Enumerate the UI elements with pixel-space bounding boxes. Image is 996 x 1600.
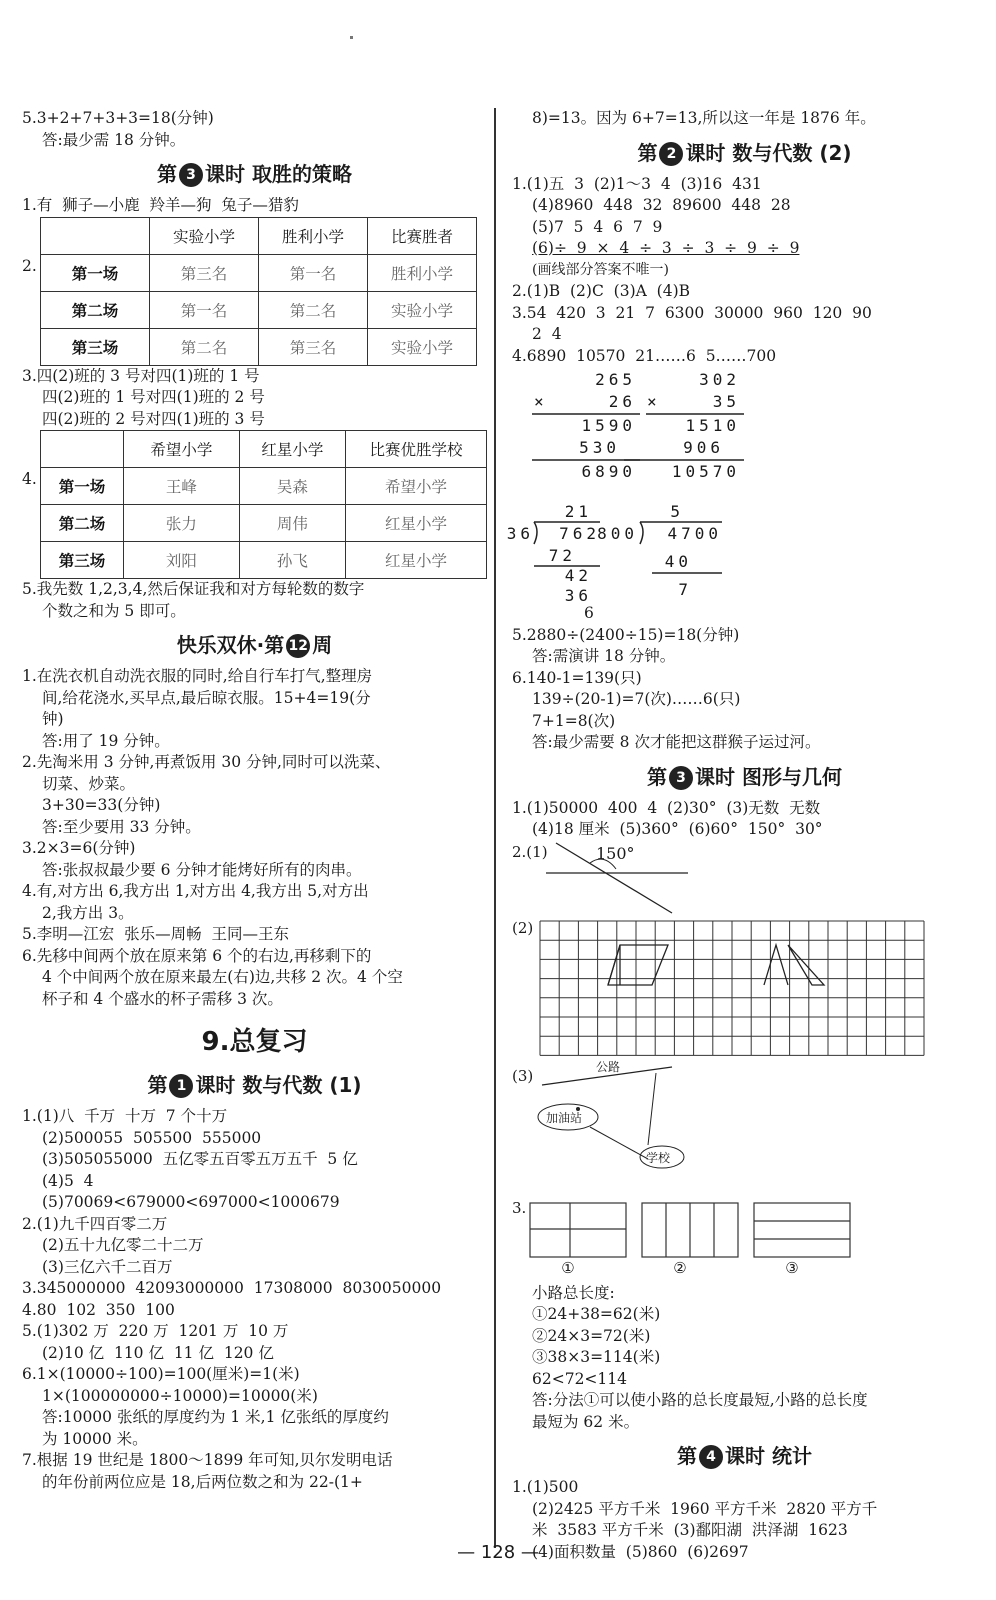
text-line: (4)5 4 (42, 1171, 94, 1190)
text-line: 5.李明—江宏 张乐—周畅 王同—王东 (22, 925, 289, 943)
rect-label-2: ② (673, 1258, 687, 1277)
gas-station-label: 加油站 (546, 1110, 583, 1125)
text-line: 为 10000 米。 (42, 1429, 148, 1448)
text-line: ③38×3=114(米) (532, 1348, 661, 1366)
text-line: 答:需演讲 18 分钟。 (532, 647, 676, 665)
text-line: 3+30=33(分钟) (42, 796, 161, 814)
text-line: (2)2425 平方千米 1960 平方千米 2820 平方千 (532, 1499, 878, 1518)
text-line: 2.(1)九千四百零二万 (22, 1214, 168, 1233)
rect-label-1: ① (561, 1258, 575, 1277)
fig-label-2: (2) (512, 918, 534, 937)
table-row: 第一场 第三名 第一名 胜利小学 (41, 254, 477, 291)
text-line: 6.1×(10000÷100)=100(厘米)=1(米) (22, 1365, 300, 1383)
text-line: 1.(1)五 3 (2)1～3 4 (3)16 431 (512, 174, 762, 193)
mult2-r: 10570 (671, 462, 740, 481)
text-line: (4)面积数量 (5)860 (6)2697 (532, 1542, 749, 1561)
text-line: 米 3583 平方千米 (3)鄱阳湖 洪泽湖 1623 (532, 1521, 848, 1539)
table-header: 希望小学 (123, 431, 239, 468)
table-row: 第一场 王峰 吴森 希望小学 (41, 468, 487, 505)
text-line: 6.140-1=139(只) (512, 668, 642, 687)
mult2-b: 35 (712, 392, 740, 411)
svg-text:×: × (534, 392, 548, 411)
table-header: 红星小学 (239, 431, 345, 468)
text-line: 答:至少要用 33 分钟。 (42, 817, 201, 836)
text-line: (4)18 厘米 (5)360° (6)60° 150° 30° (532, 820, 823, 838)
text-line: 答:10000 张纸的厚度约为 1 米,1 亿张纸的厚度约 (42, 1408, 389, 1426)
section-heading: 第 3 课时 取胜的策略 (157, 162, 352, 186)
lesson-number-badge: 1 (169, 1074, 193, 1098)
mult1-p1: 1590 (581, 416, 636, 435)
vertical-calculations (506, 367, 977, 607)
text-line: 1.有 狮子—小鹿 羚羊—狗 兔子—猎豹 (22, 196, 299, 214)
mult1-r: 6890 (581, 462, 636, 481)
text-line: 答:用了 19 分钟。 (42, 731, 170, 750)
section-heading: 第 2 课时 数与代数 (2) (637, 140, 852, 165)
div1-s1: 72 (548, 546, 576, 565)
section-heading: 快乐双休·第 12 周 (176, 633, 333, 657)
text-line: ②24×3=72(米) (532, 1326, 651, 1345)
week-number-badge: 12 (286, 634, 310, 658)
section-heading: 第 4 课时 统计 (677, 1444, 812, 1468)
text-line: 小路总长度: (532, 1283, 615, 1302)
div1-divisor: 36 (506, 524, 534, 543)
div2-s1: 40 (664, 552, 692, 571)
text-line: 1×(100000000÷10000)=10000(米) (42, 1386, 318, 1405)
text-line: 7+1=8(次) (532, 711, 616, 730)
text-line: 5.3+2+7+3+3=18(分钟) (22, 109, 214, 127)
fig-label-1: 2.(1) (512, 842, 548, 861)
text-line: 1.在洗衣机自动洗衣服的同时,给自行车打气,整理房 (22, 667, 373, 685)
mult2-p2: 906 (683, 438, 724, 457)
text-line: 个数之和为 5 即可。 (42, 601, 186, 620)
page-number: — 128 — (457, 1542, 539, 1563)
table-header: 比赛胜者 (368, 217, 477, 254)
result-table-1: 2. 实验小学 胜利小学 比赛胜者 第一场 第三名 第一名 胜利小学 第二场 第一名 第二名 实验小学 第三场 第二名 第三名 实验小学 (22, 217, 487, 366)
text-line: 最短为 62 米。 (532, 1412, 640, 1431)
text-line: (5)7 5 4 6 7 9 (532, 217, 663, 236)
section-heading: 第 1 课时 数与代数 (1) (147, 1073, 362, 1097)
text-line: 139÷(20-1)=7(次)……6(只) (532, 690, 741, 708)
lesson-number-badge: 3 (179, 163, 203, 187)
text-line: (5)70069<679000<697000<1000679 (42, 1193, 340, 1211)
chapter-title: 9.总复习 (201, 1027, 308, 1057)
road-label: 公路 (596, 1059, 621, 1074)
table-row: 第三场 第二名 第三名 实验小学 (41, 328, 477, 365)
rectangle-partitions (512, 1199, 977, 1279)
text-line: 答:张叔叔最少要 6 分钟才能烤好所有的肉串。 (42, 860, 362, 879)
text-line: 间,给花浇水,买早点,最后晾衣服。15+4=19(分 (42, 688, 371, 707)
text-line: 6.先移中间两个放在原来第 6 个的右边,再移剩下的 (22, 946, 372, 965)
left-column (22, 108, 487, 1493)
div2-divisor: 800 (597, 524, 638, 543)
fig-label-3: (3) (512, 1066, 534, 1085)
text-line: 8)=13。因为 6+7=13,所以这一年是 1876 年。 (532, 109, 876, 127)
text-line: (4)8960 448 32 89600 448 28 (532, 196, 791, 214)
text-line: 4 个中间两个放在原来最左(右)边,共移 2 次。4 个空 (42, 968, 403, 986)
table-row: 第二场 张力 周伟 红星小学 (41, 505, 487, 542)
div1-dividend: 762 (559, 524, 600, 543)
table-row: 第三场 刘阳 孙飞 红星小学 (41, 542, 487, 579)
right-column (506, 108, 977, 1563)
text-line: (画线部分答案不唯一) (532, 261, 669, 278)
text-line: ①24+38=62(米) (532, 1305, 661, 1323)
text-line: 3.2×3=6(分钟) (22, 839, 136, 857)
text-line: (2)五十九亿零二十二万 (42, 1236, 204, 1254)
mult2-p1: 1510 (685, 416, 740, 435)
mult2-a: 302 (699, 370, 740, 389)
text-line: 答:最少需 18 分钟。 (42, 130, 186, 149)
text-line: 62<72<114 (532, 1369, 628, 1388)
rect-label-3: ③ (785, 1258, 799, 1277)
text-line: 3.345000000 42093000000 17308000 8030050000 (22, 1279, 442, 1297)
text-line: 4.80 102 350 100 (22, 1300, 175, 1319)
text-line: 杯子和 4 个盛水的杯子需移 3 次。 (42, 989, 283, 1008)
geometry-figures (512, 841, 977, 1211)
text-line: 1.(1)八 千万 十万 7 个十万 (22, 1107, 228, 1125)
text-line: 切菜、炒菜。 (42, 774, 136, 793)
text-line: 6 (584, 604, 594, 622)
q3-label: 3. (512, 1198, 527, 1217)
school-label: 学校 (646, 1150, 671, 1165)
text-line: 答:最少需要 8 次才能把这群猴子运过河。 (532, 733, 821, 751)
text-line: 2.(1)B (2)C (3)A (4)B (512, 282, 691, 300)
table-header: 比赛优胜学校 (345, 431, 486, 468)
mult1-b: 26 (608, 392, 636, 411)
text-line: 7.根据 19 世纪是 1800～1899 年可知,贝尔发明电话 (22, 1451, 393, 1469)
mult1-p2: 530 (579, 438, 620, 457)
text-line: 答:分法①可以使小路的总长度最短,小路的总长度 (532, 1391, 868, 1409)
lesson-number-badge: 4 (699, 1445, 723, 1469)
text-line: 1.(1)50000 400 4 (2)30° (3)无数 无数 (512, 798, 821, 817)
text-line: 钟) (42, 710, 64, 728)
text-line: (3)三亿六千二百万 (42, 1257, 173, 1276)
text-line: 5.(1)302 万 220 万 1201 万 10 万 (22, 1322, 289, 1340)
svg-text:×: × (647, 392, 661, 411)
text-line: 的年份前两位应是 18,后两位数之和为 22-(1+ (42, 1472, 363, 1491)
square-grid (540, 921, 924, 1055)
column-divider (494, 108, 496, 1548)
text-line: 1.(1)500 (512, 1478, 579, 1496)
mult1-a: 265 (595, 370, 636, 389)
text-line: 3.四(2)班的 3 号对四(1)班的 1 号 (22, 366, 260, 385)
text-line: (3)505055000 五亿零五百零五万五千 5 亿 (42, 1150, 358, 1168)
table-row: 第二场 第一名 第二名 实验小学 (41, 291, 477, 328)
text-line: 2.先淘米用 3 分钟,再煮饭用 30 分钟,同时可以洗菜、 (22, 753, 391, 771)
text-line: 2 4 (532, 325, 562, 343)
div1-q: 21 (564, 502, 592, 521)
result-table-2: 4. 希望小学 红星小学 比赛优胜学校 第一场 王峰 吴森 希望小学 第二场 张力 周伟 红星小学 第三场 刘阳 孙飞 红星小学 (22, 430, 487, 579)
text-line: 4.6890 10570 21……6 5……700 (512, 346, 777, 365)
text-line: 5.我先数 1,2,3,4,然后保证我和对方每轮数的数字 (22, 580, 365, 598)
text-line: 2,我方出 3。 (42, 903, 134, 922)
section-heading: 第 3 课时 图形与几何 (647, 764, 842, 789)
lesson-number-badge: 2 (659, 142, 683, 166)
text-line: (6)÷ 9 × 4 ÷ 3 ÷ 3 ÷ 9 ÷ 9 (532, 239, 800, 257)
text-line: 四(2)班的 2 号对四(1)班的 3 号 (42, 409, 265, 428)
div2-rem: 7 (678, 580, 692, 599)
div1-s3: 36 (564, 586, 592, 605)
lesson-number-badge: 3 (669, 766, 693, 790)
text-line: (2)10 亿 110 亿 11 亿 120 亿 (42, 1343, 274, 1362)
table-header: 实验小学 (150, 217, 259, 254)
text-line: 四(2)班的 1 号对四(1)班的 2 号 (42, 388, 265, 406)
div2-q: 5 (670, 502, 684, 521)
text-line: 5.2880÷(2400÷15)=18(分钟) (512, 625, 740, 644)
angle-label: 150° (596, 843, 635, 863)
text-line: (2)500055 505500 555000 (42, 1128, 262, 1147)
text-line: 3.54 420 3 21 7 6300 30000 960 120 90 (512, 303, 872, 322)
table-header: 胜利小学 (259, 217, 368, 254)
text-line: 4.有,对方出 6,我方出 1,对方出 4,我方出 5,对方出 (22, 882, 369, 900)
div2-dividend: 4700 (667, 524, 722, 543)
div1-s2: 42 (564, 566, 592, 585)
